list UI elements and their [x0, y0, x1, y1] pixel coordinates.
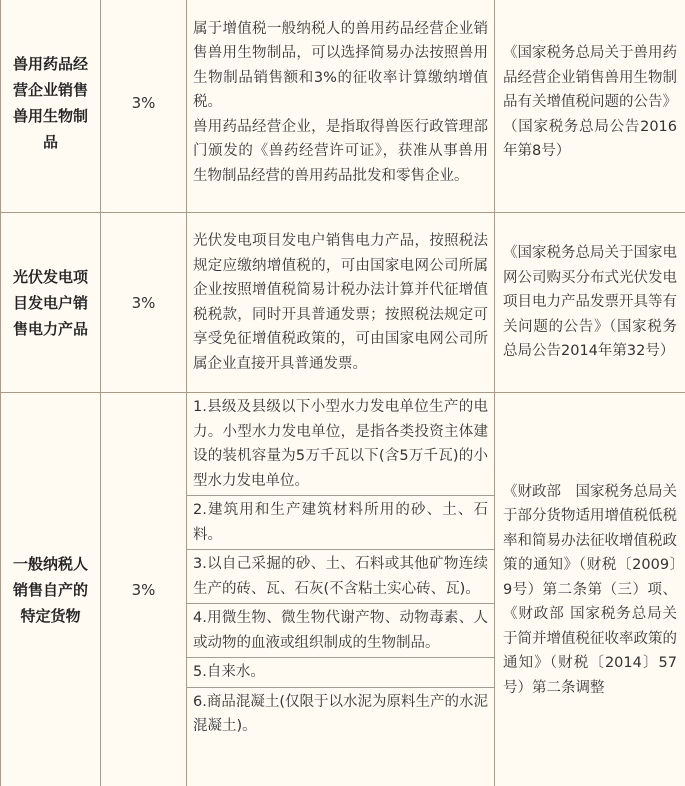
- table-row: [1, 213, 685, 393]
- list-item: 1.县级及县级以下小型水力发电单位生产的电力。小型水力发电单位，是指各类投资主体建设的装机容量为5万千瓦以下(含5万千瓦)的小型水力发电单位。: [187, 393, 494, 496]
- category-cell: 光伏发电项目发电户销售电力产品: [1, 213, 101, 393]
- list-item: 3.以自己采掘的砂、土、石料或其他矿物连续生产的砖、瓦、石灰(不含粘土实心砖、瓦)。: [187, 550, 494, 604]
- list-item: 5.自来水。: [187, 658, 494, 688]
- reference-cell: 《国家税务总局关于兽用药品经营企业销售兽用生物制品有关增值税问题的公告》（国家税务总局公告2016年第8号）: [495, 0, 685, 213]
- table-row: [1, 0, 685, 213]
- reference-cell: 《财政部 国家税务总局关于部分货物适用增值税低税率和简易办法征收增值税政策的通知》（财税〔2009〕9号）第二条第（三）项、《财政部 国家税务总局关于简并增值税征收率政策的通知》（财税〔2014〕57号）第二条调整: [495, 393, 685, 786]
- rate-cell: 3%: [101, 0, 187, 213]
- description-cell: [187, 213, 495, 393]
- list-item: 6.商品混凝土(仅限于以水泥为原料生产的水泥混凝土)。: [193, 693, 488, 734]
- reference-cell: 《国家税务总局关于国家电网公司购买分布式光伏发电项目电力产品发票开具等有关问题的公告》（国家税务总局公告2014年第32号）: [495, 213, 685, 393]
- rate-cell: 3%: [101, 213, 187, 393]
- category-cell: 一般纳税人销售自产的特定货物: [1, 393, 101, 786]
- table-row: [1, 393, 685, 786]
- description-cell: [187, 0, 495, 213]
- category-cell: 兽用药品经营企业销售兽用生物制品: [1, 0, 101, 213]
- goods-list: [187, 393, 494, 741]
- description-paragraph: 属于增值税一般纳税人的兽用药品经营企业销售兽用生物制品，可以选择简易办法按照兽用生物制品销售额和3%的征收率计算缴纳增值税。: [193, 20, 488, 111]
- description-paragraph: 光伏发电项目发电户销售电力产品，按照税法规定应缴纳增值税的，可由国家电网公司所属企业按照增值税简易计税办法计算并代征增值税税款，同时开具普通发票；按照税法规定可享受免征增值税政策的，可由国家电网公司所属企业直接开具普通发票。: [193, 233, 488, 372]
- description-paragraph: 兽用药品经营企业，是指取得兽医行政管理部门颁发的《兽药经营许可证》，获准从事兽用生物制品经营的兽用药品批发和零售企业。: [193, 118, 488, 184]
- list-item: 4.用微生物、微生物代谢产物、动物毒素、人或动物的血液或组织制成的生物制品。: [187, 604, 494, 658]
- list-item: 2.建筑用和生产建筑材料所用的砂、土、石料。: [187, 496, 494, 550]
- rate-cell: 3%: [101, 393, 187, 786]
- description-cell: [187, 393, 495, 786]
